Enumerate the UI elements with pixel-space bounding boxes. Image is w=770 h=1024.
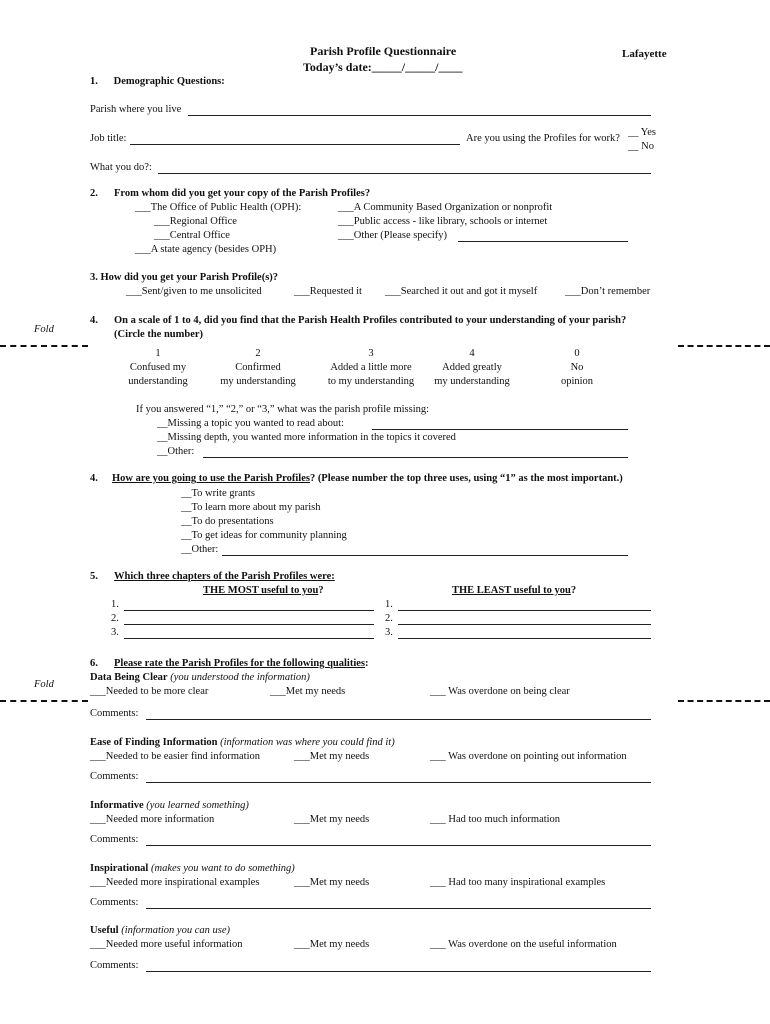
scale-label: Confirmed <box>235 362 281 373</box>
rating-option[interactable]: ___Needed more inspirational examples <box>90 877 260 888</box>
most-useful-heading <box>203 585 324 597</box>
parish-name: Lafayette <box>622 48 667 60</box>
scale-label: Added a little more <box>330 362 412 373</box>
section6-question-text: Please rate the Parish Profiles for the following qualities <box>114 658 365 669</box>
section2-number: 2. <box>90 188 98 199</box>
use-option[interactable]: __Other: <box>181 544 219 555</box>
comments-field[interactable] <box>146 719 651 720</box>
fold-line-top-right <box>678 345 770 347</box>
least-useful-number: 3. <box>385 627 393 638</box>
rating-option[interactable]: ___Needed to be more clear <box>90 686 209 697</box>
fold-line-bottom-right <box>678 700 770 702</box>
missing-topic-field[interactable] <box>372 429 628 430</box>
least-useful-label: THE LEAST useful to you <box>452 585 571 596</box>
least-useful-qmark: ? <box>570 585 577 596</box>
scale-number[interactable]: 3 <box>368 348 374 359</box>
scale-number[interactable]: 4 <box>469 348 475 359</box>
scale-number[interactable]: 0 <box>574 348 580 359</box>
missing-option[interactable]: __Other: <box>157 446 195 457</box>
least-useful-field[interactable] <box>398 624 651 625</box>
quality-description: (you understood the information) <box>170 672 310 683</box>
use-option[interactable]: __To write grants <box>181 488 255 499</box>
most-useful-qmark: ? <box>318 585 324 596</box>
fold-line-top-left <box>0 345 88 347</box>
quality-heading <box>90 925 230 937</box>
most-useful-field[interactable] <box>124 610 374 611</box>
missing-other-field[interactable] <box>203 457 628 458</box>
comments-label: Comments: <box>90 897 139 908</box>
use-other-field[interactable] <box>222 555 628 556</box>
most-useful-number: 3. <box>111 627 119 638</box>
quality-description: (information you can use) <box>121 925 230 936</box>
scale-label: Added greatly <box>442 362 502 373</box>
section4a-instruction: (Circle the number) <box>114 329 204 340</box>
using-profiles-question: Are you using the Profiles for work? <box>466 133 620 144</box>
using-profiles-yes[interactable]: __ Yes <box>628 127 657 138</box>
section4b-question-underlined: How are you going to use the Parish Profiles <box>112 473 310 484</box>
scale-label: Confused my <box>129 362 187 373</box>
section4b-question <box>112 473 623 485</box>
job-title-label: Job title: <box>90 133 127 144</box>
most-useful-number: 1. <box>111 599 119 610</box>
comments-label: Comments: <box>90 960 139 971</box>
comments-field[interactable] <box>146 782 651 783</box>
using-profiles-no[interactable]: __ No <box>628 141 654 152</box>
scale-label: my understanding <box>434 376 510 387</box>
scale-label: to my understanding <box>327 376 415 387</box>
most-useful-number: 2. <box>111 613 119 624</box>
rating-option[interactable]: ___ Had too much information <box>430 814 561 825</box>
least-useful-heading <box>452 585 576 597</box>
section5-question: Which three chapters of the Parish Profiles were: <box>114 571 335 582</box>
other-source-field[interactable] <box>458 241 628 242</box>
source-option[interactable]: ___Public access - like library, schools or internet <box>338 216 548 227</box>
missing-option[interactable]: __Missing depth, you wanted more information in the topics it covered <box>157 432 456 443</box>
section4a-number: 4. <box>90 315 98 326</box>
rating-option[interactable]: ___Needed more useful information <box>90 939 243 950</box>
comments-label: Comments: <box>90 771 139 782</box>
section1-heading: 1. Demographic Questions: <box>90 76 225 87</box>
scale-number[interactable]: 1 <box>155 348 161 359</box>
section6-number: 6. <box>90 658 98 669</box>
rating-option[interactable]: ___ Was overdone on the useful information <box>430 939 617 950</box>
quality-title: Ease of Finding Information <box>90 737 218 748</box>
most-useful-field[interactable] <box>124 638 374 639</box>
fold-label-top: Fold <box>34 324 54 335</box>
section4b-question-rest: ? (Please number the top three uses, using “1” as the most important.) <box>309 473 623 484</box>
what-you-do-label: What you do?: <box>90 162 152 173</box>
rating-option[interactable]: ___Met my needs <box>294 877 370 888</box>
source-option[interactable]: ___The Office of Public Health (OPH): <box>135 202 302 213</box>
parish-field[interactable] <box>188 115 651 116</box>
section3-question: 3. How did you get your Parish Profile(s)? <box>90 272 279 283</box>
source-option[interactable]: ___A Community Based Organization or nonprofit <box>338 202 553 213</box>
rating-option[interactable]: ___Met my needs <box>294 939 370 950</box>
least-useful-field[interactable] <box>398 610 651 611</box>
comments-field[interactable] <box>146 908 651 909</box>
what-you-do-field[interactable] <box>158 173 651 174</box>
least-useful-field[interactable] <box>398 638 651 639</box>
use-option[interactable]: __To do presentations <box>181 516 274 527</box>
missing-prompt: If you answered “1,” “2,” or “3,” what was the parish profile missing: <box>136 404 430 415</box>
form-title: Parish Profile Questionnaire <box>310 44 457 58</box>
rating-option[interactable]: ___Needed more information <box>90 814 215 825</box>
quality-title: Informative <box>90 800 144 811</box>
parish-label: Parish where you live <box>90 104 182 115</box>
date-line: Today’s date:_____/_____/____ <box>303 60 463 74</box>
quality-heading <box>90 737 395 749</box>
rating-option[interactable]: ___Met my needs <box>294 814 370 825</box>
quality-heading <box>90 672 310 684</box>
rating-option[interactable]: ___Met my needs <box>294 751 370 762</box>
quality-title: Inspirational <box>90 863 149 874</box>
comments-field[interactable] <box>146 845 651 846</box>
fold-line-bottom-left <box>0 700 88 702</box>
section6-question-colon: : <box>365 658 369 669</box>
receipt-option[interactable]: ___Don’t remember <box>565 286 651 297</box>
receipt-option[interactable]: ___Searched it out and got it myself <box>385 286 538 297</box>
section6-question <box>114 658 369 670</box>
use-option[interactable]: __To learn more about my parish <box>181 502 321 513</box>
quality-description: (makes you want to do something) <box>150 863 295 874</box>
quality-heading <box>90 800 249 812</box>
comments-label: Comments: <box>90 708 139 719</box>
scale-label: opinion <box>560 376 594 387</box>
source-option[interactable]: ___Regional Office <box>154 216 237 227</box>
section4a-question: On a scale of 1 to 4, did you find that the Parish Health Profiles contributed to your understanding of your parish? <box>114 315 627 326</box>
rating-option[interactable]: ___ Was overdone on being clear <box>430 686 570 697</box>
use-option[interactable]: __To get ideas for community planning <box>181 530 347 541</box>
scale-label: my understanding <box>220 376 296 387</box>
least-useful-number: 2. <box>385 613 393 624</box>
source-option[interactable]: ___Other (Please specify) <box>338 230 448 241</box>
rating-option[interactable]: ___ Had too many inspirational examples <box>430 877 606 888</box>
quality-title: Data Being Clear <box>90 672 168 683</box>
quality-description: (information was where you could find it) <box>220 737 395 748</box>
quality-description: (you learned something) <box>146 800 249 811</box>
scale-label: No <box>570 362 584 373</box>
rating-option[interactable]: ___Needed to be easier find information <box>90 751 260 762</box>
most-useful-field[interactable] <box>124 624 374 625</box>
rating-option[interactable]: ___ Was overdone on pointing out information <box>430 751 627 762</box>
receipt-option[interactable]: ___Sent/given to me unsolicited <box>126 286 262 297</box>
comments-field[interactable] <box>146 971 651 972</box>
fold-label-bottom: Fold <box>34 679 54 690</box>
most-useful-label: THE MOST useful to you <box>203 585 319 596</box>
rating-option[interactable]: ___Met my needs <box>270 686 346 697</box>
least-useful-number: 1. <box>385 599 393 610</box>
source-option[interactable]: ___A state agency (besides OPH) <box>135 244 277 255</box>
scale-number[interactable]: 2 <box>255 348 261 359</box>
section5-number: 5. <box>90 571 98 582</box>
section4b-number: 4. <box>90 473 98 484</box>
quality-heading <box>90 863 295 875</box>
quality-title: Useful <box>90 925 119 936</box>
comments-label: Comments: <box>90 834 139 845</box>
scale-label: understanding <box>128 376 188 387</box>
source-option[interactable]: ___Central Office <box>154 230 230 241</box>
receipt-option[interactable]: ___Requested it <box>294 286 362 297</box>
section2-question: From whom did you get your copy of the Parish Profiles? <box>114 188 371 199</box>
job-title-field[interactable] <box>130 144 460 145</box>
missing-option[interactable]: __Missing a topic you wanted to read about: <box>157 418 344 429</box>
